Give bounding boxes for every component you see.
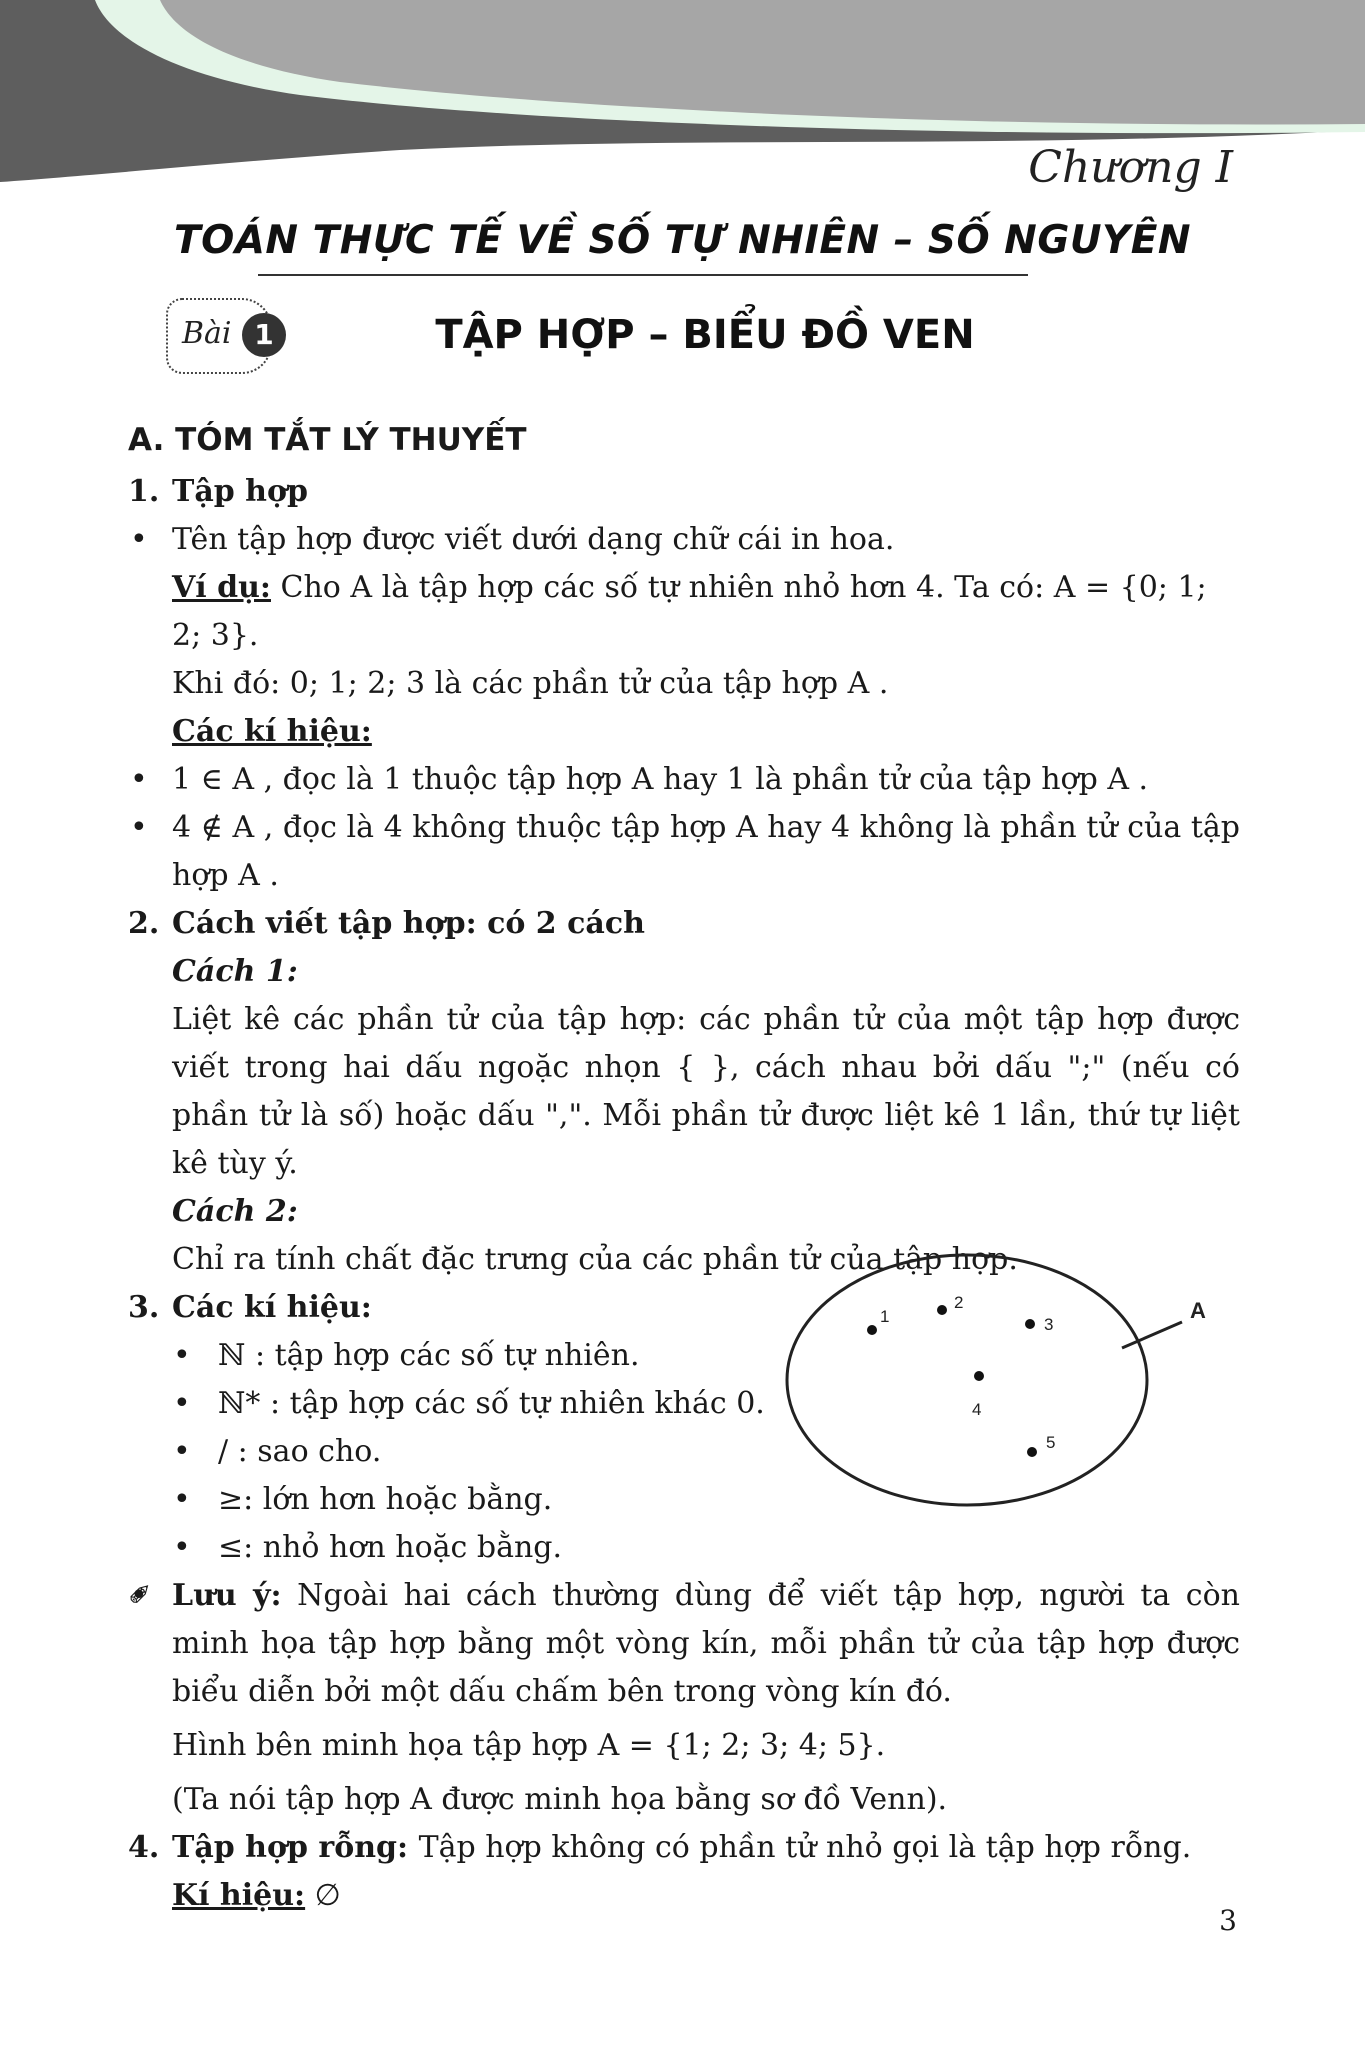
way1-label: Cách 1:: [172, 954, 298, 989]
venn-point-2: [937, 1305, 947, 1315]
venn-label-3: 3: [1044, 1315, 1054, 1334]
page-number: 3: [1219, 1904, 1237, 1937]
bullet-belongs: • 1 ∈ A , đọc là 1 thuộc tập hợp A hay 1 là phần tử của tập hợp A .: [128, 756, 1240, 804]
section-heading: A. TÓM TẮT LÝ THUYẾT: [128, 422, 527, 458]
example-label: Ví dụ:: [172, 570, 271, 605]
venn-diagram: [782, 1250, 1222, 1510]
way1-text: Liệt kê các phần tử của tập hợp: các phần tử của một tập hợp được viết trong hai dấu ngoặc nhọn { }, cách nhau bởi dấu ";" (nếu có phần tử là số) hoặc dấu ",". Mỗi phần tử được liệt kê 1 lần, thứ tự liệt kê tùy ý.: [172, 1002, 1240, 1181]
venn-set-label: A: [1190, 1298, 1206, 1323]
lesson-word: Bài: [182, 316, 232, 351]
empty-set-symbol-line: [128, 1872, 1240, 1920]
item1-title: Tập hợp: [172, 474, 308, 509]
bullet-not-belongs: • 4 ∉ A , đọc là 4 không thuộc tập hợp A hay 4 không là phần tử của tập hợp A .: [128, 804, 1240, 900]
item4-text: Tập hợp không có phần tử nhỏ gọi là tập hợp rỗng.: [418, 1830, 1192, 1865]
lesson-badge: [166, 298, 272, 374]
item4-number: 4.: [128, 1830, 160, 1865]
example-line: [128, 564, 1240, 660]
venn-label-4: 4: [972, 1400, 982, 1419]
symbol-gte: • ≥: lớn hơn hoặc bằng.: [128, 1476, 1240, 1524]
note-label: Lưu ý:: [172, 1578, 282, 1613]
empty-set-symbol: ∅: [314, 1878, 341, 1913]
note-line-2: Hình bên minh họa tập hợp A = {1; 2; 3; 4; 5}.: [172, 1728, 886, 1763]
empty-set-symbol-label: Kí hiệu:: [172, 1878, 306, 1913]
item3-number: 3.: [128, 1290, 160, 1325]
item2-heading: [128, 900, 1240, 948]
symbol-lte: • ≤: nhỏ hơn hoặc bằng.: [128, 1524, 1240, 1572]
item4-heading: [128, 1824, 1240, 1872]
item1-heading: [128, 468, 1240, 516]
venn-label-5: 5: [1046, 1433, 1056, 1452]
way2-label: Cách 2:: [172, 1194, 298, 1229]
symbol-such-that: • / : sao cho.: [128, 1428, 1240, 1476]
example-text: Cho A là tập hợp các số tự nhiên nhỏ hơn 4. Ta có: A = {0; 1; 2; 3}.: [172, 570, 1207, 653]
symbol-natural: • ℕ : tập hợp các số tự nhiên.: [128, 1332, 1240, 1380]
note-text: Ngoài hai cách thường dùng để viết tập hợp, người ta còn minh họa tập hợp bằng một vòng kín, mỗi phần tử của tập hợp được biểu diễn bởi một dấu chấm bên trong vòng kín đó.: [172, 1578, 1240, 1709]
item1-bullet-naming: • Tên tập hợp được viết dưới dạng chữ cái in hoa.: [128, 516, 1240, 564]
item1-number: 1.: [128, 474, 160, 509]
venn-point-5: [1027, 1447, 1037, 1457]
venn-label-1: 1: [880, 1307, 890, 1326]
note-paragraph: [128, 1572, 1240, 1716]
title-underline: [258, 274, 1028, 276]
symbol-natural-nonzero: • ℕ* : tập hợp các số tự nhiên khác 0.: [128, 1380, 1240, 1428]
venn-ellipse: [787, 1255, 1147, 1505]
item3-title: Các kí hiệu:: [172, 1290, 372, 1325]
venn-label-2: 2: [954, 1293, 964, 1312]
pencil-icon: • ✐: [128, 1579, 152, 1612]
venn-point-3: [1025, 1319, 1035, 1329]
venn-point-1: [867, 1325, 877, 1335]
item2-number: 2.: [128, 906, 160, 941]
main-title: TOÁN THỰC TẾ VỀ SỐ TỰ NHIÊN – SỐ NGUYÊN: [173, 218, 1192, 263]
venn-point-4: [974, 1371, 984, 1381]
theory-content: [128, 416, 1240, 1920]
item2-title: Cách viết tập hợp: có 2 cách: [172, 906, 645, 941]
item4-title: Tập hợp rỗng:: [172, 1830, 409, 1865]
note-line-3: (Ta nói tập hợp A được minh họa bằng sơ đồ Venn).: [172, 1782, 948, 1817]
lesson-title: TẬP HỢP – BIỂU ĐỒ VEN: [435, 312, 975, 358]
way2-text: Chỉ ra tính chất đặc trưng của các phần tử của tập hợp.: [172, 1242, 1018, 1277]
example-line-2: Khi đó: 0; 1; 2; 3 là các phần tử của tập hợp A .: [172, 666, 889, 701]
chapter-label: Chương I: [1028, 142, 1233, 193]
lesson-number: 1: [242, 313, 286, 357]
symbols-label: Các kí hiệu:: [172, 714, 372, 749]
